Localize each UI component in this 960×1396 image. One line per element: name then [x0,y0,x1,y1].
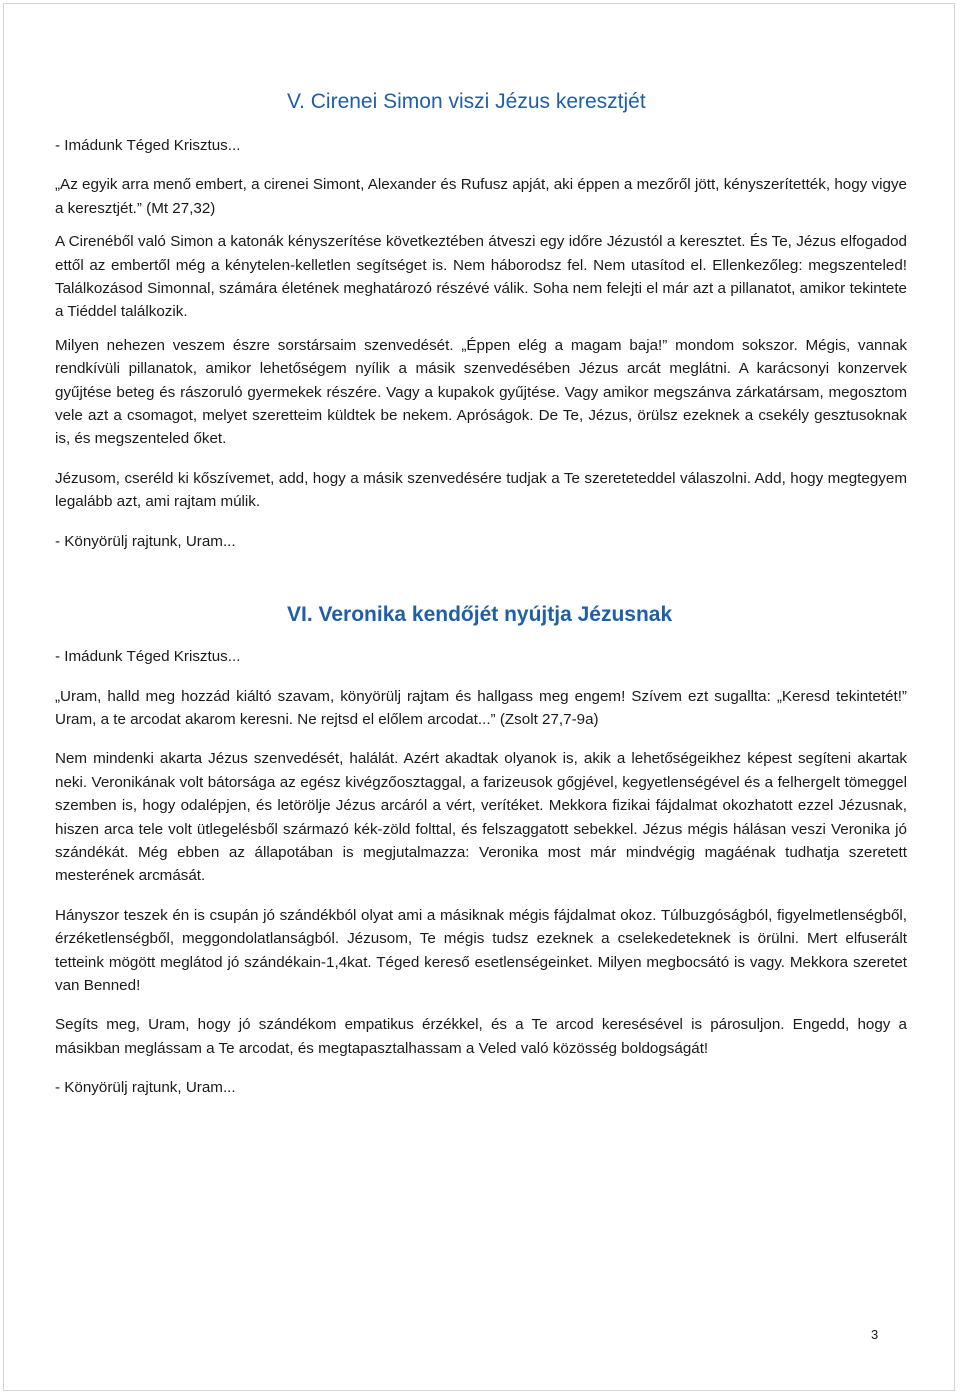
section-6-closing: - Könyörülj rajtunk, Uram... [55,1079,236,1097]
section-5-opening: - Imádunk Téged Krisztus... [55,137,241,154]
section-6-paragraph-2: Hányszor teszek én is csupán jó szándékból olyat ami a másiknak mégis fájdalmat okoz. Túlbuzgóságból, figyelmetlenségből, érzéketlenségből, meggondolatlanságból. Jézusom, Te mégis tudsz ezeknek a cselekedeteknek is örülni. Mert elfuserált tetteink mögött meglátod jó szándékain-1,4kat. Téged kereső esetlenségeinket. Milyen megbocsátó is vagy. Mekkora szeretet van Benned! [55,906,907,994]
section-5-paragraph-2: Milyen nehezen veszem észre sorstársaim szenvedését. „Éppen elég a magam baja!” mondom sokszor. Mégis, vannak rendkívüli pillanatok, amikor lehetőségem nyílik a másik szenvedésében Jézus arcát meglátni. A karácsonyi konzervek gyűjtése beteg és rászoruló gyermekek részére. Vagy a kupakok gyűjtése. Vagy amikor megszánva zárkatársam, megosztom vele azt a csomagot, melyet szeretteim küldtek be nekem. Apróságok. De Te, Jézus, örülsz ezeknek a csekély gesztusoknak is, és megszenteled őket. [55,336,907,448]
section-5-closing: - Könyörülj rajtunk, Uram... [55,532,236,550]
section-5-paragraph-3: Jézusom, cseréld ki kőszívemet, add, hogy a másik szenvedésére tudjak a Te szereteteddel válaszolni. Add, hogy megtegyem legalább azt, ami rajtam múlik. [55,469,907,511]
section-6-opening: - Imádunk Téged Krisztus... [55,648,241,666]
section-6-paragraph-3: Segíts meg, Uram, hogy jó szándékom empatikus érzékkel, és a Te arcod keresésével is párosuljon. Engedd, hogy a másikban meglássam a Te arcodat, és megtapasztalhassam a Veled való közösség boldogságát! [55,1016,907,1057]
document-body [55,88,907,1100]
section-6-paragraph-1: Nem mindenki akarta Jézus szenvedését, halálát. Azért akadtak olyanok is, akik a lehetőségeikhez képest segíteni akartak neki. Veronikának volt bátorsága az egész kivégzőosztaggal, a farizeusok gőgjével, kegyetlenségével és a felhergelt tömeggel szemben is, hogy odalépjen, és letörölje Jézus arcáról a vért, verítéket. Mekkora fizikai fájdalmat okozhatott ezzel Jézusnak, hiszen arca tele volt ütlegelésből származó kék-zöld folttal, és felszaggatott sebekkel. Jézus mégis hálásan veszi Veronika jó szándékát. Még ebben az állapotában is megjutalmazza: Veronika most már mindvégig magáénak tudhatja szeretett mesterének arcmását. [55,750,907,885]
section-6-quote: „Uram, halld meg hozzád kiáltó szavam, könyörülj rajtam és hallgass meg engem! Szívem ezt sugallta: „Keresd tekintetét!” Uram, a te arcodat akarom keresni. Ne rejtsd el előlem arcodat...” (Zsolt 27,7-9a) [55,687,907,728]
section-5-paragraph-1: A Cirenéből való Simon a katonák kényszerítése következtében átveszi egy időre Jézustól a keresztet. És Te, Jézus elfogadod ettől az embertől még a kénytelen-kelletlen segítséget is. Nem háborodsz fel. Nem utasítod el. Ellenkezőleg: megszenteled! Találkozásod Simonnal, számára életének meghatározó részévé válik. Soha nem felejti el már azt a pillanatot, amikor tekintete a Tiéddel találkozik. [55,233,907,321]
section-6-heading: VI. Veronika kendőjét nyújtja Jézusnak [287,603,673,627]
section-5-heading: V. Cirenei Simon viszi Jézus keresztjét [287,90,646,113]
page-number: 3 [871,1327,879,1342]
section-5-quote: „Az egyik arra menő embert, a cirenei Simont, Alexander és Rufusz apját, aki éppen a mezőről jött, kényszerítették, hogy vigye a keresztjét.” (Mt 27,32) [55,176,907,217]
